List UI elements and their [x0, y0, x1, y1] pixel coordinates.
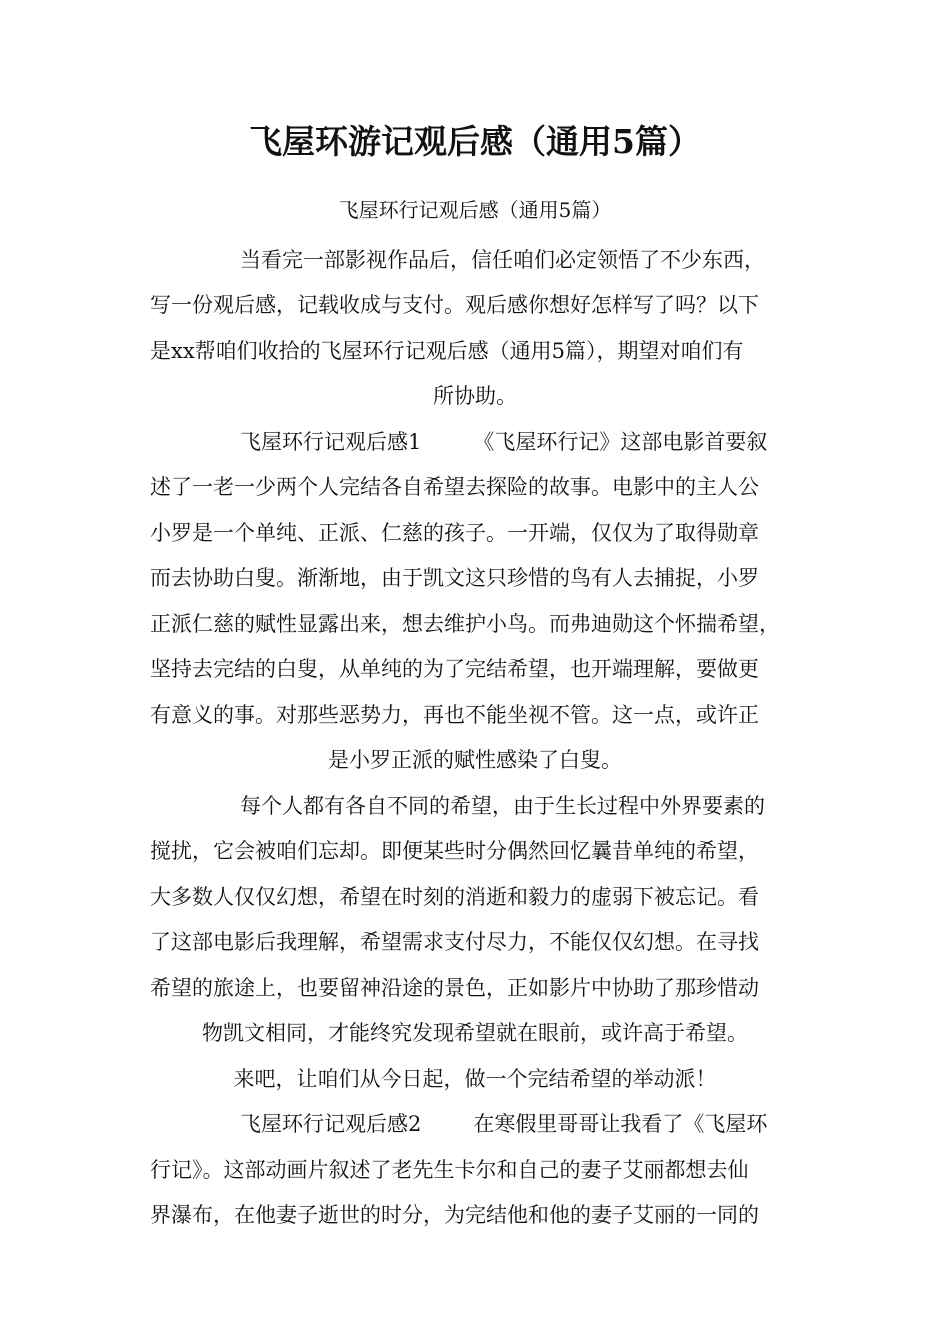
intro-line-2: 写一份观后感，记载收成与支付。观后感你想好怎样写了吗？以下	[150, 293, 759, 317]
essay1-para2-line: 搅扰，它会被咱们忘却。即便某些时分偶然回忆曩昔单纯的希望，	[150, 839, 759, 863]
intro-line-4: 所协助。	[433, 384, 517, 408]
intro-line-3: 是xx帮咱们收拾的飞屋环行记观后感（通用5篇），期望对咱们有	[150, 339, 744, 363]
essay2-line: 界瀑布，在他妻子逝世的时分，为完结他和他的妻子艾丽的一同的	[150, 1203, 759, 1227]
essay1-para2-line: 物凯文相同，才能终究发现希望就在眼前，或许高于希望。	[202, 1021, 748, 1045]
document-subtitle: 飞屋环行记观后感（通用5篇）	[338, 198, 612, 222]
essay1-para2-line: 每个人都有各自不同的希望，由于生长过程中外界要素的	[240, 794, 765, 818]
essay1-line: 坚持去完结的白叟，从单纯的为了完结希望，也开端理解，要做更	[150, 657, 759, 681]
essay1-heading: 飞屋环行记观后感1	[240, 430, 422, 454]
essay1-para3: 来吧，让咱们从今日起，做一个完结希望的举动派！	[233, 1067, 717, 1091]
essay1-line: 而去协助白叟。渐渐地，由于凯文这只珍惜的鸟有人去捕捉，小罗	[150, 566, 759, 590]
intro-line-1: 当看完一部影视作品后，信任咱们必定领悟了不少东西，	[240, 248, 765, 272]
essay2-heading: 飞屋环行记观后感2	[240, 1112, 422, 1136]
essay1-line: 有意义的事。对那些恶势力，再也不能坐视不管。这一点，或许正	[150, 703, 759, 727]
essay1-para2-line: 大多数人仅仅幻想，希望在时刻的消逝和毅力的虚弱下被忘记。看	[150, 885, 759, 909]
essay1-line: 述了一老一少两个人完结各自希望去探险的故事。电影中的主人公	[150, 475, 759, 499]
essay1-line: 是小罗正派的赋性感染了白叟。	[328, 748, 622, 772]
document-title: 飞屋环游记观后感（通用5篇）	[249, 122, 701, 161]
essay2-line: 行记》。这部动画片叙述了老先生卡尔和自己的妻子艾丽都想去仙	[150, 1158, 749, 1182]
essay1-first-text: 《飞屋环行记》这部电影首要叙	[473, 430, 768, 454]
essay2-first-line	[240, 1110, 767, 1138]
essay1-para2-line: 了这部电影后我理解，希望需求支付尽力，不能仅仅幻想。在寻找	[150, 930, 759, 954]
essay1-first-line	[240, 428, 767, 456]
essay1-para2-line: 希望的旅途上，也要留神沿途的景色，正如影片中协助了那珍惜动	[150, 976, 759, 1000]
essay1-line: 小罗是一个单纯、正派、仁慈的孩子。一开端，仅仅为了取得勋章	[150, 521, 759, 545]
essay2-first-text: 在寒假里哥哥让我看了《飞屋环	[473, 1112, 768, 1136]
essay1-line: 正派仁慈的赋性显露出来，想去维护小鸟。而弗迪勋这个怀揣希望，	[150, 612, 780, 636]
